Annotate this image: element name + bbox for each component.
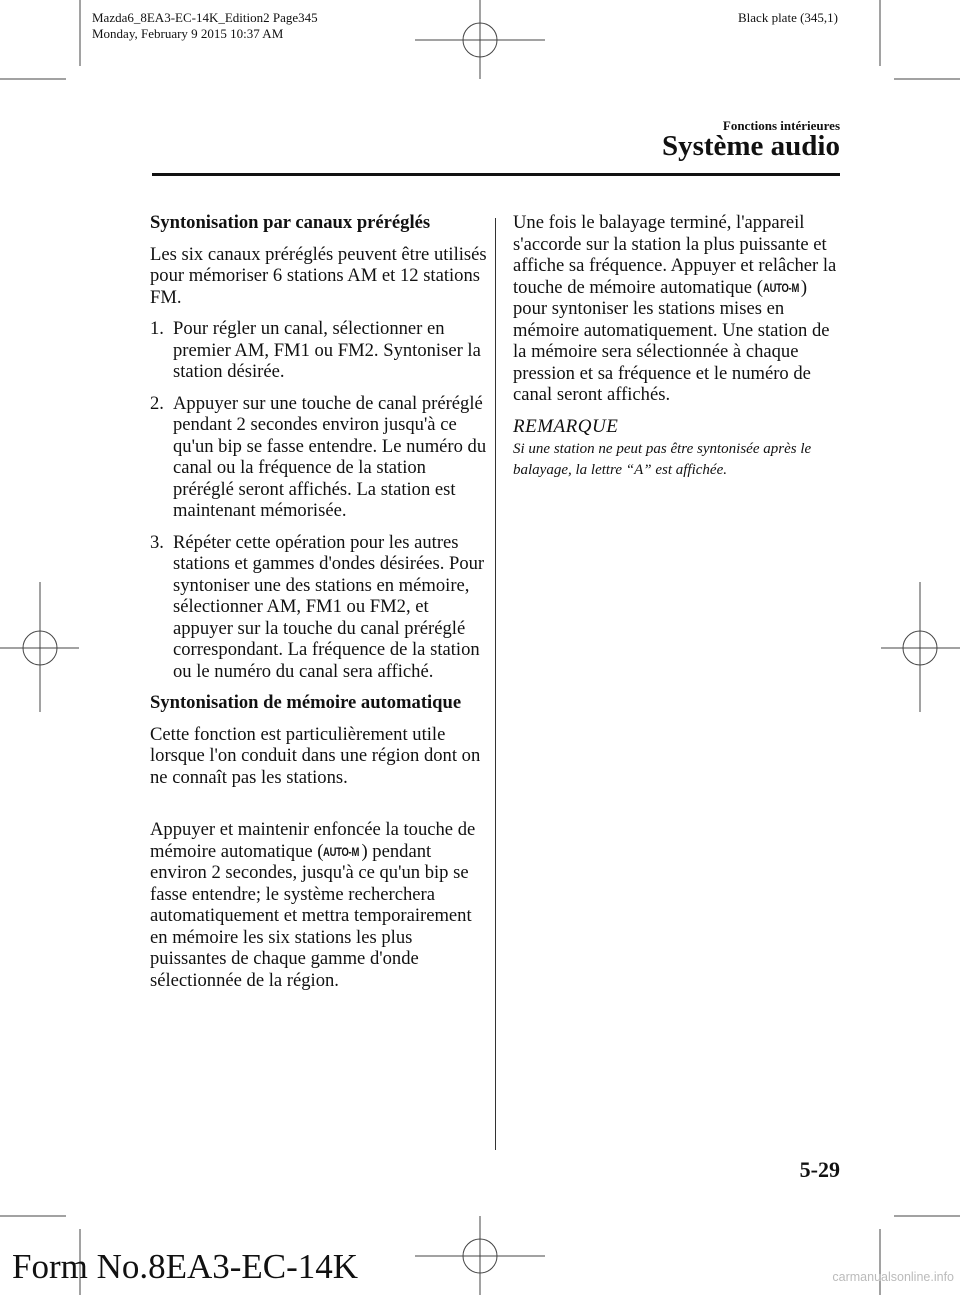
left-column [150,212,488,1001]
heading-preset-channels: Syntonisation par canaux préréglés [150,212,431,233]
step-text: Répéter cette opération pour les autres stations et gammes d'ondes désirées. Pour syntoniser une des stations en mémoire, sélectionner AM, FM1 ou FM2, et appuyer sur la touche du canal préréglé correspondant. La fréquence de la station ou le numéro du canal sera affiché. [173,531,485,682]
text-run: Une fois le balayage terminé, l'appareil s'accorde sur la station la plus puissante et affiche sa fréquence. Appuyer et relâcher la touche de mémoire automatique ( [513,212,837,298]
print-job-info [92,10,318,42]
auto-m-button-icon: AUTO-M [323,846,360,859]
page-number: 5-29 [799,1157,840,1182]
step-text: Pour régler un canal, sélectionner en premier AM, FM1 ou FM2. Syntoniser la station désirée. [173,318,481,382]
step-number: 1. [150,318,164,339]
note-text: Si une station ne peut pas être syntonisée après le balayage, la lettre “A” est affichée. [513,441,812,478]
paragraph-auto-memory-instructions [150,819,488,991]
plate-label: Black plate (345,1) [738,10,838,25]
paragraph-preset-intro: Les six canaux préréglés peuvent être utilisés pour mémoriser 6 stations AM et 12 stations FM. [150,243,487,308]
paragraph-scan-result [513,212,843,406]
text-run: ) pour syntoniser les stations mises en mémoire automatiquement. Une station de la mémoire sera sélectionnée à chaque pression et sa fréquence et le numéro de canal seront affichés. [513,276,830,405]
column-divider [495,218,496,1150]
note-title: REMARQUE [513,415,619,437]
auto-m-button-icon: AUTO-M [762,282,799,295]
step-item [150,532,488,683]
step-item [150,318,488,383]
form-number: Form No.8EA3-EC-14K [12,1247,359,1286]
heading-auto-memory: Syntonisation de mémoire automatique [150,692,462,713]
step-number: 2. [150,392,164,414]
section-label: Fonctions intérieures [722,118,840,133]
watermark: carmanualsonline.info [832,1270,954,1284]
right-column [513,212,843,481]
page-title: Système audio [661,130,840,162]
step-item [150,393,488,522]
print-file-name: Mazda6_8EA3-EC-14K_Edition2 Page345 [92,10,318,25]
header-rule [152,173,840,176]
step-number: 3. [150,531,164,553]
paragraph-auto-memory-intro: Cette fonction est particulièrement utile lorsque l'on conduit dans une région dont on ne connaît pas les stations. [150,723,481,788]
print-timestamp: Monday, February 9 2015 10:37 AM [92,26,284,41]
text-run: Appuyer et maintenir enfoncée la touche de mémoire automatique ( [150,819,476,862]
text-run: ) pendant environ 2 secondes, jusqu'à ce qu'un bip se fasse entendre; le système recherchera automatiquement et mettra temporairement en mémoire les six stations les plus puissantes de chaque gamme d'onde sélectionnée de la région. [150,840,472,991]
step-text: Appuyer sur une touche de canal préréglé pendant 2 secondes environ jusqu'à ce qu'un bip se fasse entendre. Le numéro du canal ou la fréquence de la station préréglé seront affichés. La station est maintenant mémorisée. [173,392,487,521]
